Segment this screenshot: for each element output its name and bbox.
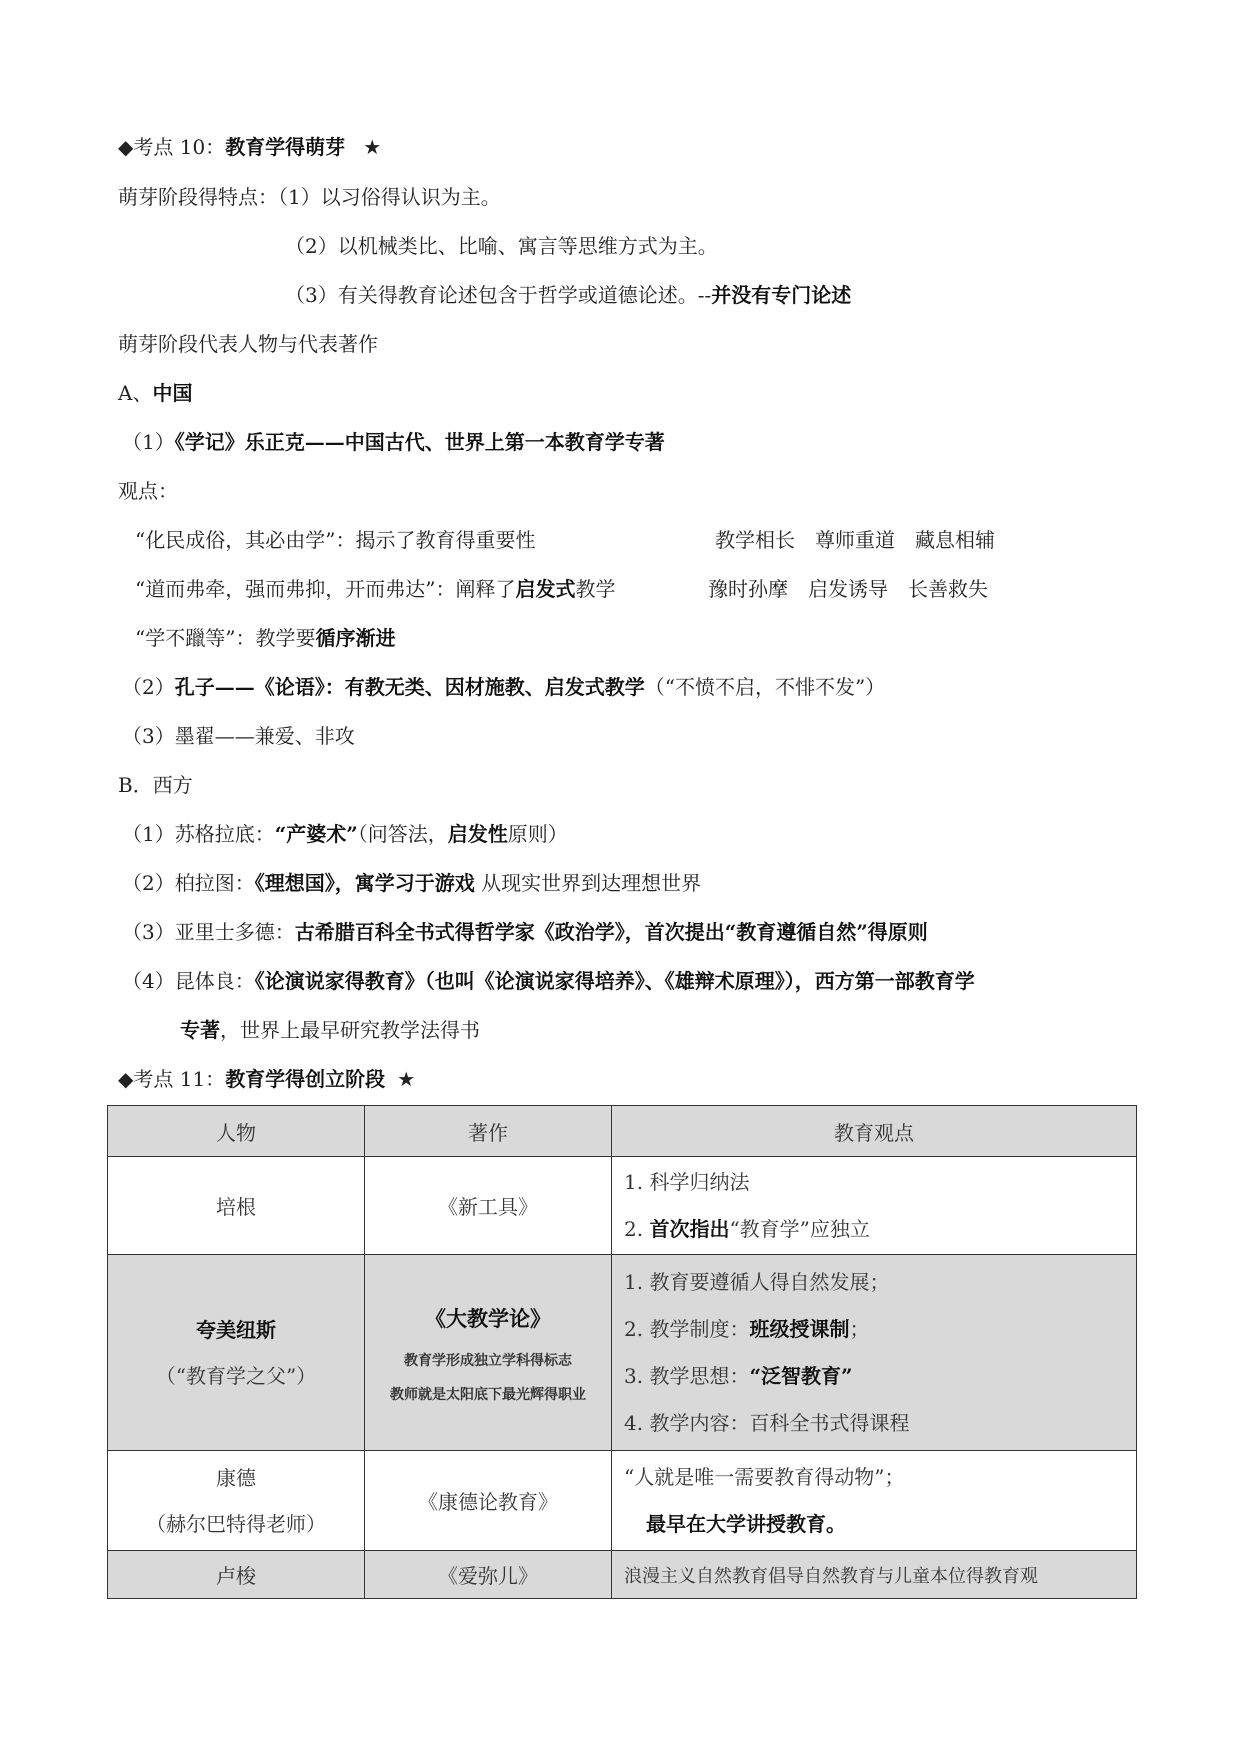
feature-line-2: （2）以机械类比、比喻、寓言等思维方式为主。 — [285, 234, 718, 258]
cell-view: 1. 科学归纳法 2. 首次指出“教育学”应独立 — [612, 1157, 1137, 1255]
table-row — [108, 1551, 1137, 1599]
view-3: “学不躐等”：教学要循序渐进 — [135, 626, 396, 650]
china-heading: A、中国 — [118, 381, 193, 405]
section-title: 教育学得创立阶段 — [225, 1067, 386, 1091]
section-10-heading: ◆考点 10：教育学得萌芽 ★ — [118, 135, 382, 159]
col-header-view: 教育观点 — [612, 1106, 1137, 1157]
cell-work: 《康德论教育》 — [365, 1451, 612, 1551]
col-header-work: 著作 — [365, 1106, 612, 1157]
cell-work: 《新工具》 — [365, 1157, 612, 1255]
view-2-right: 豫时孙摩 启发诱导 长善救失 — [708, 577, 988, 601]
china-item-2: （2）孔子——《论语》：有教无类、因材施教、启发式教学（“不愤不启，不悱不发”） — [122, 675, 886, 699]
view-1: “化民成俗，其必由学”：揭示了教育得重要性 — [135, 528, 536, 552]
views-label: 观点： — [118, 479, 178, 503]
col-header-person: 人物 — [108, 1106, 365, 1157]
cell-view: “人就是唯一需要教育得动物”； 最早在大学讲授教育。 — [612, 1451, 1137, 1551]
star-icon: ★ — [363, 135, 382, 159]
founding-stage-table — [107, 1105, 1137, 1599]
section-title: 教育学得萌芽 — [225, 135, 346, 159]
west-item-1: （1）苏格拉底：“产婆术”（问答法，启发性原则） — [122, 822, 568, 846]
china-item-1: （1）《学记》乐正克——中国古代、世界上第一本教育学专著 — [122, 430, 665, 454]
cell-person: 夸美纽斯 （“教育学之父”） — [108, 1255, 365, 1451]
table-header-row — [108, 1106, 1137, 1157]
west-item-4-cont: 专著，世界上最早研究教学法得书 — [180, 1018, 480, 1042]
west-heading: B．西方 — [118, 773, 193, 797]
cell-view: 浪漫主义自然教育倡导自然教育与儿童本位得教育观 — [612, 1551, 1137, 1599]
view-1-right: 教学相长 尊师重道 藏息相辅 — [715, 528, 995, 552]
section-11-heading: ◆考点 11：教育学得创立阶段 ★ — [118, 1067, 416, 1091]
feature-line-1: 萌芽阶段得特点：（1）以习俗得认识为主。 — [118, 185, 501, 209]
china-item-3: （3）墨翟——兼爱、非攻 — [122, 724, 355, 748]
feature-line-3: （3）有关得教育论述包含于哲学或道德论述。--并没有专门论述 — [285, 283, 852, 307]
star-icon: ★ — [397, 1067, 416, 1091]
cell-person: 培根 — [108, 1157, 365, 1255]
representatives-heading: 萌芽阶段代表人物与代表著作 — [118, 332, 378, 356]
west-item-4: （4）昆体良：《论演说家得教育》（也叫《论演说家得培养》、《雄辩术原理》），西方第一部教育学 — [122, 969, 975, 993]
cell-work: 《大教学论》 教育学形成独立学科得标志 教师就是太阳底下最光辉得职业 — [365, 1255, 612, 1451]
cell-view: 1. 教育要遵循人得自然发展； 2. 教学制度：班级授课制； 3. 教学思想：“泛智教育” 4. 教学内容：百科全书式得课程 — [612, 1255, 1137, 1451]
cell-person: 康德 （赫尔巴特得老师） — [108, 1451, 365, 1551]
table-row — [108, 1451, 1137, 1551]
cell-work: 《爱弥儿》 — [365, 1551, 612, 1599]
table-row — [108, 1255, 1137, 1451]
table-row — [108, 1157, 1137, 1255]
cell-person: 卢梭 — [108, 1551, 365, 1599]
view-2: “道而弗牵，强而弗抑，开而弗达”：阐释了启发式教学 — [135, 577, 616, 601]
west-item-3: （3）亚里士多德：古希腊百科全书式得哲学家《政治学》，首次提出“教育遵循自然”得原则 — [122, 920, 928, 944]
west-item-2: （2）柏拉图：《理想国》，寓学习于游戏 从现实世界到达理想世界 — [122, 871, 702, 895]
